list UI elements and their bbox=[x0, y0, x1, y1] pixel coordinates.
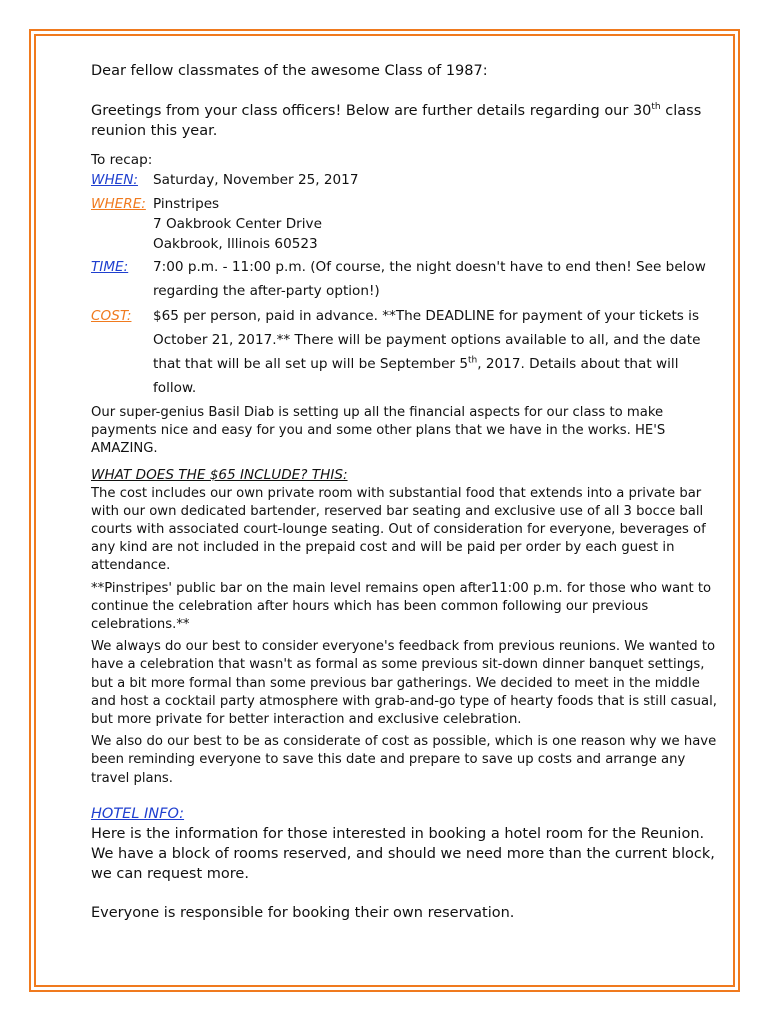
cost-label: COST: bbox=[91, 308, 132, 324]
recap-intro: To recap: bbox=[91, 152, 153, 168]
cost-text-2: , 2017. Details about that will follow. bbox=[153, 356, 679, 396]
time-value: 7:00 p.m. - 11:00 p.m. (Of course, the night doesn't have to end then! See below regarding the after-party option!) bbox=[153, 259, 706, 299]
where-line-1: Pinstripes bbox=[153, 196, 220, 212]
greeting-paragraph bbox=[91, 101, 721, 141]
when-row bbox=[91, 170, 721, 190]
cost-value bbox=[153, 304, 721, 400]
cost-text-1: $65 per person, paid in advance. **The DEADLINE for payment of your tickets is October 21, 2017.** There will be payment options available to all, and the date that that will be all set up will be September 5 bbox=[153, 308, 701, 372]
feedback-paragraph: We always do our best to consider everyone's feedback from previous reunions. We wanted to have a celebration that wasn't as formal as some previous sit-down dinner banquet settings, but a bit more formal than some previous bar gatherings. We decided to meet in the middle and host a cocktail party atmosphere with grab-and-go type of hearty foods that is still casual, but more private for better interaction and exclusive celebration. bbox=[91, 639, 717, 728]
time-row bbox=[91, 255, 721, 303]
greeting-text-2: class reunion this year. bbox=[91, 103, 702, 139]
public-bar-paragraph: **Pinstripes' public bar on the main level remains open after11:00 p.m. for those who want to continue the celebration after hours which has been common following our previous celebrations.** bbox=[91, 580, 712, 633]
where-row bbox=[91, 194, 721, 254]
cost-row bbox=[91, 304, 721, 400]
where-value bbox=[153, 194, 721, 254]
hotel-heading: HOTEL INFO: bbox=[91, 805, 185, 822]
cost-consideration-paragraph: We also do our best to be as considerate of cost as possible, which is one reason why we have been reminding everyone to save this date and prepare to save up costs and arrange any travel plans. bbox=[91, 734, 717, 786]
when-value: Saturday, November 25, 2017 bbox=[153, 172, 359, 188]
salutation: Dear fellow classmates of the awesome Class of 1987: bbox=[91, 63, 488, 79]
cost-superscript: th bbox=[468, 355, 478, 366]
when-label: WHEN: bbox=[91, 172, 139, 188]
letter-body bbox=[91, 55, 721, 923]
where-label: WHERE: bbox=[91, 196, 146, 212]
include-paragraph: The cost includes our own private room with substantial food that extends into a private bar with our own dedicated bartender, reserved bar seating and exclusive use of all 3 bocce ball courts with associated court-lounge seating. Out of consideration for everyone, beverages of any kind are not included in the prepaid cost and will be paid per order by each guest in attendance. bbox=[91, 485, 706, 574]
greeting-superscript: th bbox=[651, 102, 661, 113]
responsibility-paragraph: Everyone is responsible for booking their own reservation. bbox=[91, 904, 515, 921]
hotel-paragraph: Here is the information for those interested in booking a hotel room for the Reunion. We have a block of rooms reserved, and should we need more than the current block, we can request more. bbox=[91, 825, 715, 882]
greeting-text-1: Greetings from your class officers! Below are further details regarding our 30 bbox=[91, 103, 652, 119]
include-heading: WHAT DOES THE $65 INCLUDE? THIS: bbox=[91, 466, 348, 483]
where-line-3: Oakbrook, Illinois 60523 bbox=[153, 236, 318, 252]
basil-paragraph: Our super-genius Basil Diab is setting up all the financial aspects for our class to make payments nice and easy for you and some other plans that we have in the works. HE'S AMAZING. bbox=[91, 405, 666, 457]
where-line-2: 7 Oakbrook Center Drive bbox=[153, 216, 322, 232]
time-label: TIME: bbox=[91, 259, 129, 275]
